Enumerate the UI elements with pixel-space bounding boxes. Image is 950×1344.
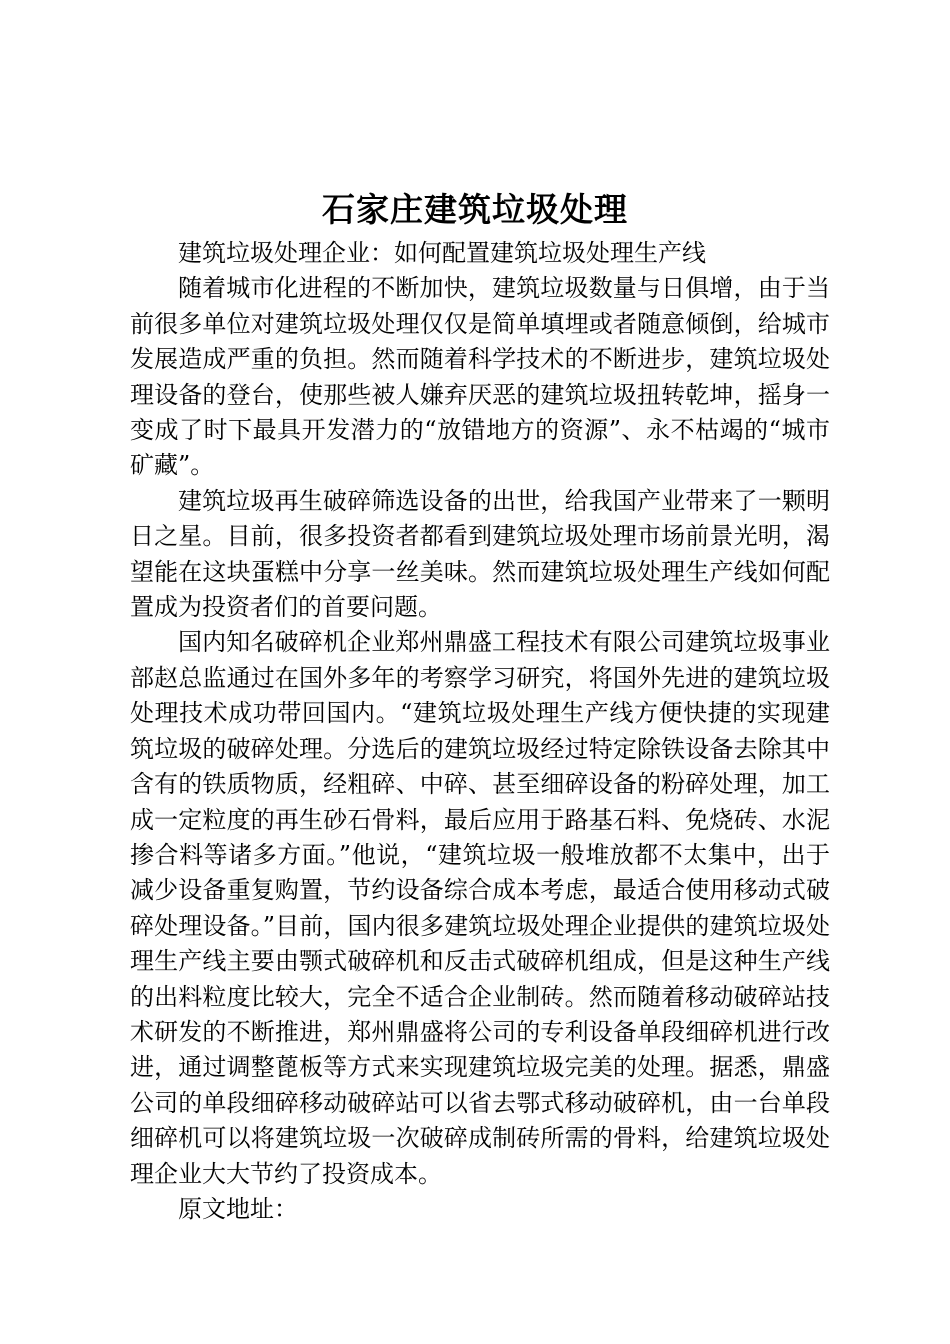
- source-address-label: 原文地址：: [178, 1194, 298, 1223]
- paragraph: 随着城市化进程的不断加快，建筑垃圾数量与日俱增，由于当前很多单位对建筑垃圾处理仅仅是简单填埋或者随意倾倒，给城市发展造成严重的负担。然而随着科学技术的不断进步，建筑垃圾处理设备的登台，使那些被人嫌弃厌恶的建筑垃圾扭转乾坤，摇身一变成了时下最具开发潜力的“放错地方的资源”、永不枯竭的“城市矿藏”。: [130, 274, 830, 480]
- document-title: 石家庄建筑垃圾处理: [322, 190, 628, 229]
- paragraph-subtitle: 建筑垃圾处理企业：如何配置建筑垃圾处理生产线: [178, 239, 706, 267]
- paragraph: 建筑垃圾再生破碎筛选设备的出世，给我国产业带来了一颗明日之星。目前，很多投资者都看到建筑垃圾处理市场前景光明，渴望能在这块蛋糕中分享一丝美味。然而建筑垃圾处理生产线如何配置成为投资者们的首要问题。: [130, 486, 830, 622]
- document-body: [130, 236, 830, 1227]
- paragraph: 国内知名破碎机企业郑州鼎盛工程技术有限公司建筑垃圾事业部赵总监通过在国外多年的考察学习研究，将国外先进的建筑垃圾处理技术成功带回国内。“建筑垃圾处理生产线方便快捷的实现建筑垃圾的破碎处理。分选后的建筑垃圾经过特定除铁设备去除其中含有的铁质物质，经粗碎、中碎、甚至细碎设备的粉碎处理，加工成一定粒度的再生砂石骨料，最后应用于路基石料、免烧砖、水泥掺合料等诸多方面。”他说，“建筑垃圾一般堆放都不太集中，出于减少设备重复购置，节约设备综合成本考虑，最适合使用移动式破碎处理设备。”目前，国内很多建筑垃圾处理企业提供的建筑垃圾处理生产线主要由颚式破碎机和反击式破碎机组成，但是这种生产线的出料粒度比较大，完全不适合企业制砖。然而随着移动破碎站技术研发的不断推进，郑州鼎盛将公司的专利设备单段细碎机进行改进，通过调整蓖板等方式来实现建筑垃圾完美的处理。据悉，鼎盛公司的单段细碎移动破碎站可以省去鄂式移动破碎机，由一台单段细碎机可以将建筑垃圾一次破碎成制砖所需的骨料，给建筑垃圾处理企业大大节约了投资成本。: [130, 628, 830, 1188]
